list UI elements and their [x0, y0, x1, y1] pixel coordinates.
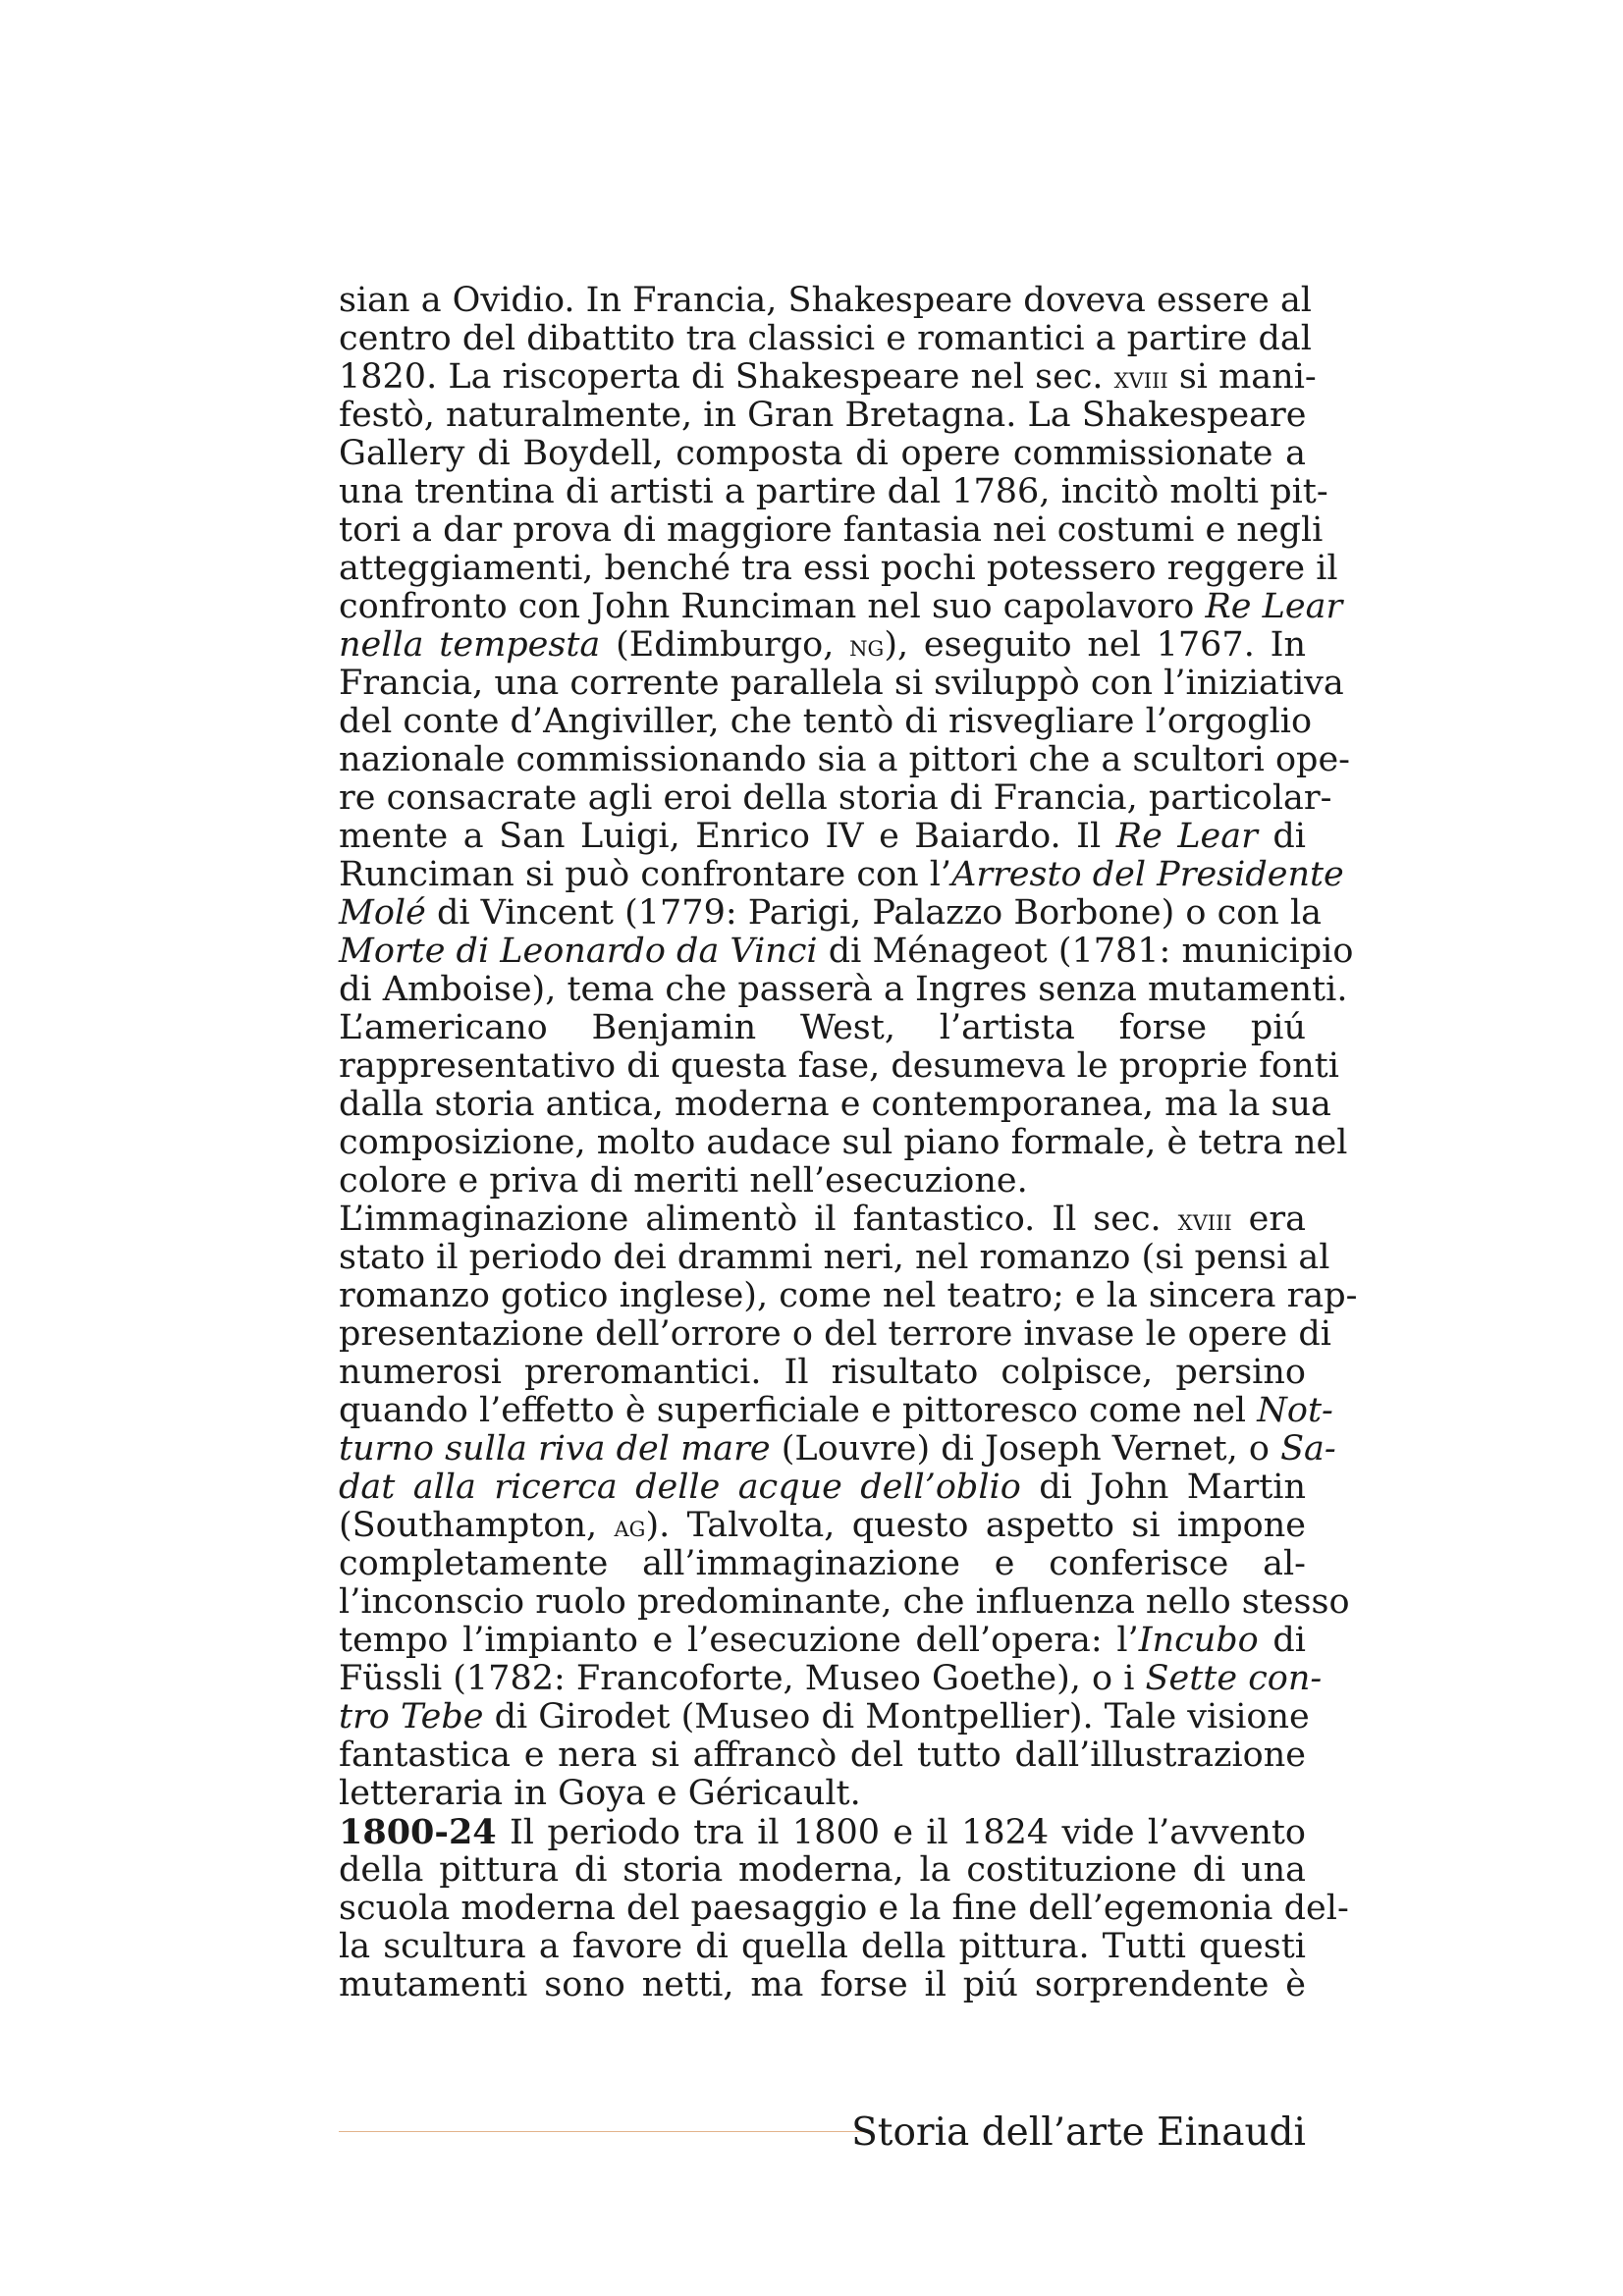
text-line: [339, 1928, 1306, 1966]
italic-title: Not-: [1257, 1391, 1333, 1430]
text-line: [339, 1697, 1310, 1736]
text-line: [339, 664, 1344, 703]
text-run: nazionale commissionando sia a pittori che a scultori ope-: [339, 740, 1351, 779]
text-line: [339, 702, 1313, 741]
small-caps-abbreviation: xviii: [1113, 361, 1168, 396]
text-line: [339, 319, 1312, 358]
text-run: di Amboise), tema che passerà a Ingres senza mutamenti.: [339, 970, 1348, 1009]
text-line: [339, 1468, 1306, 1507]
text-run: di Girodet (Museo di Montpellier). Tale visione: [483, 1697, 1310, 1736]
text-line: [339, 1009, 1306, 1047]
text-run: Il periodo tra il 1800 e il 1824 vide l’avvento: [496, 1813, 1306, 1852]
text-line: [339, 1622, 1306, 1660]
text-run: tempo l’impianto e l’esecuzione dell’opera: l’: [339, 1621, 1139, 1660]
footer-title: Storia dell’arte Einaudi: [851, 2110, 1306, 2155]
text-run: tori a dar prova di maggiore fantasia nei costumi e negli: [339, 510, 1324, 550]
text-line: [339, 510, 1324, 550]
text-line: [339, 1354, 1306, 1392]
text-run: centro del dibattito tra classici e romantici a partire dal: [339, 319, 1312, 358]
text-line: [339, 1545, 1306, 1583]
text-run: rappresentativo di questa fase, desumeva le proprie fonti: [339, 1046, 1339, 1086]
text-run: una trentina di artisti a partire dal 1786, incitò molti pit-: [339, 472, 1328, 511]
text-line: [339, 1314, 1331, 1354]
text-line: [339, 281, 1313, 320]
section-period-heading: 1800-24: [339, 1812, 497, 1852]
text-run: numerosi preromantici. Il risultato colpisce, persino: [339, 1353, 1306, 1392]
small-caps-abbreviation: xviii: [1177, 1203, 1232, 1238]
italic-title: Morte di Leonardo da Vinci: [339, 932, 818, 971]
text-run: sian a Ovidio. In Francia, Shakespeare doveva essere al: [339, 281, 1313, 320]
text-run: quando l’effetto è superficiale e pittoresco come nel: [339, 1391, 1258, 1430]
text-run: Gallery di Boydell, composta di opere commissionate a: [339, 434, 1306, 473]
italic-title: Re Lear: [1115, 817, 1258, 856]
text-run: si mani-: [1167, 357, 1317, 397]
text-line: [339, 1238, 1330, 1277]
text-line: [339, 1582, 1350, 1622]
text-line: [339, 587, 1343, 626]
text-line: [339, 472, 1328, 511]
italic-title: tro Tebe: [339, 1697, 484, 1736]
page-footer: [339, 2109, 1306, 2158]
text-run: Füssli (1782: Francoforte, Museo Goethe), o i: [339, 1659, 1146, 1698]
text-line: [339, 549, 1338, 588]
text-run: (Southampton,: [339, 1506, 615, 1545]
text-run: mente a San Luigi, Enrico IV e Baiardo. Il: [339, 817, 1116, 856]
text-line: [339, 970, 1348, 1009]
text-run: romanzo gotico inglese), come nel teatro; e la sincera rap-: [339, 1276, 1358, 1315]
text-run: festò, naturalmente, in Gran Bretagna. La Shakespeare: [339, 396, 1307, 435]
text-run: colore e priva di meriti nell’esecuzione.: [339, 1161, 1028, 1201]
text-line: [339, 818, 1306, 856]
text-line: [339, 1966, 1306, 2004]
text-run: mutamenti sono netti, ma forse il piú sorprendente è: [339, 1965, 1306, 2004]
text-run: presentazione dell’orrore o del terrore invase le opere di: [339, 1314, 1331, 1354]
text-run: della pittura di storia moderna, la costituzione di una: [339, 1850, 1306, 1890]
text-line: [339, 855, 1344, 894]
text-run: atteggiamenti, benché tra essi pochi potessero reggere il: [339, 549, 1338, 588]
text-run: L’americano Benjamin West, l’artista forse piú: [339, 1008, 1306, 1047]
text-run: di Ménageot (1781: municipio: [817, 932, 1354, 971]
text-run: dalla storia antica, moderna e contemporanea, ma la sua: [339, 1085, 1331, 1124]
text-run: Francia, una corrente parallela si sviluppò con l’iniziativa: [339, 664, 1344, 703]
text-line: [339, 1162, 1306, 1201]
text-line: [339, 1659, 1323, 1698]
text-line: [339, 1889, 1349, 1928]
text-line: [339, 1736, 1306, 1775]
text-line: [339, 893, 1322, 933]
text-line: [339, 626, 1306, 665]
text-run: l’inconscio ruolo predominante, che influenza nello stesso: [339, 1582, 1350, 1622]
italic-title: dat alla ricerca delle acque dell’oblio: [339, 1468, 1021, 1507]
text-line: [339, 1813, 1306, 1851]
text-run: ), eseguito nel 1767. In: [884, 625, 1306, 665]
text-line: [339, 1429, 1336, 1468]
text-run: di: [1257, 817, 1306, 856]
small-caps-abbreviation: ag: [614, 1510, 646, 1544]
text-line: [339, 357, 1317, 397]
text-run: di: [1258, 1621, 1306, 1660]
text-run: (Edimburgo,: [600, 625, 850, 665]
text-run: fantastica e nera si affrancò del tutto dall’illustrazione: [339, 1735, 1306, 1775]
text-run: di Vincent (1779: Parigi, Palazzo Borbone) o con la: [425, 893, 1322, 933]
text-run: confronto con John Runciman nel suo capolavoro: [339, 587, 1206, 626]
text-run: composizione, molto audace sul piano formale, è tetra nel: [339, 1123, 1348, 1162]
text-run: Runciman si può confrontare con l’: [339, 855, 952, 894]
small-caps-abbreviation: ng: [849, 629, 885, 664]
text-line: [339, 397, 1306, 435]
italic-title: Sa-: [1280, 1429, 1336, 1468]
text-run: scuola moderna del paesaggio e la fine dell’egemonia del-: [339, 1889, 1349, 1928]
text-run: ). Talvolta, questo aspetto si impone: [645, 1506, 1306, 1545]
text-line: [339, 1046, 1339, 1086]
text-line: [339, 1507, 1306, 1545]
text-run: di John Martin: [1020, 1468, 1307, 1507]
body-text: [339, 281, 1358, 2004]
text-line: [339, 932, 1354, 971]
italic-title: Incubo: [1138, 1621, 1259, 1660]
text-line: [339, 778, 1332, 818]
text-run: (Louvre) di Joseph Vernet, o: [770, 1429, 1281, 1468]
text-line: [339, 1201, 1306, 1239]
footer-rule: [339, 2131, 866, 2132]
text-line: [339, 1775, 1306, 1813]
text-line: [339, 1391, 1333, 1430]
text-line: [339, 1851, 1306, 1890]
text-line: [339, 1085, 1331, 1124]
text-run: stato il periodo dei drammi neri, nel romanzo (si pensi al: [339, 1238, 1330, 1277]
text-line: [339, 1123, 1348, 1162]
text-run: letteraria in Goya e Géricault.: [339, 1774, 861, 1813]
text-run: completamente all’immaginazione e conferisce al-: [339, 1544, 1306, 1583]
text-run: del conte d’Angiviller, che tentò di risvegliare l’orgoglio: [339, 702, 1313, 741]
italic-title: Arresto del Presidente: [951, 855, 1344, 894]
text-run: era: [1231, 1200, 1306, 1239]
text-line: [339, 1276, 1358, 1315]
text-run: la scultura a favore di quella della pittura. Tutti questi: [339, 1927, 1306, 1966]
text-run: L’immaginazione alimentò il fantastico. Il sec.: [339, 1200, 1178, 1239]
text-run: re consacrate agli eroi della storia di Francia, particolar-: [339, 778, 1332, 818]
italic-title: Sette con-: [1145, 1659, 1323, 1698]
text-line: [339, 740, 1351, 779]
italic-title: nella tempesta: [339, 625, 601, 665]
text-line: [339, 435, 1306, 473]
text-run: 1820. La riscoperta di Shakespeare nel sec.: [339, 357, 1114, 397]
italic-title: turno sulla riva del mare: [339, 1429, 771, 1468]
italic-title: Molé: [339, 893, 426, 933]
italic-title: Re Lear: [1205, 587, 1343, 626]
